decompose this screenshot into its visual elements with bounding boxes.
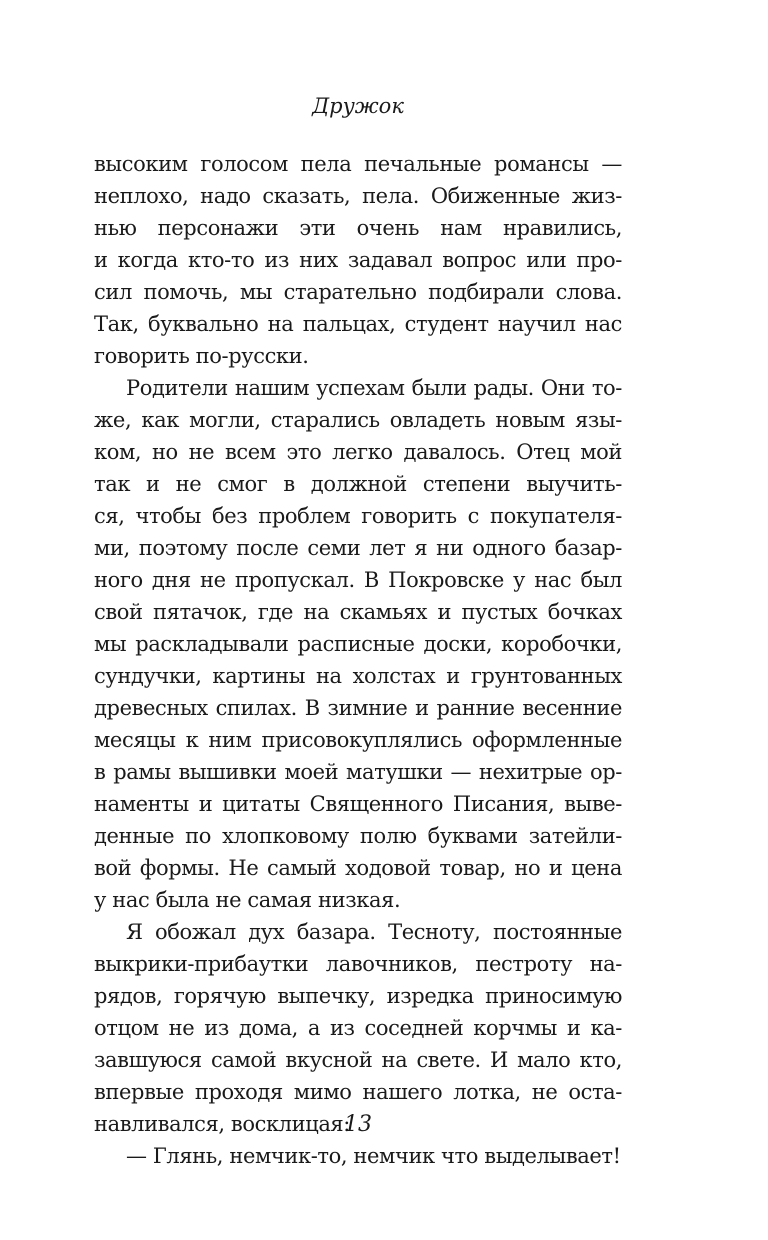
- paragraph: [94, 1140, 622, 1172]
- text-line: высоким голосом пела печальные романсы —: [94, 152, 622, 176]
- text-line: у нас была не самая низкая.: [94, 888, 401, 912]
- text-line: древесных спилах. В зимние и ранние весенние: [94, 696, 622, 720]
- text-line: месяцы к ним присовокуплялись оформленные: [94, 728, 622, 752]
- text-line: Я обожал дух базара. Тесноту, постоянные: [126, 920, 622, 944]
- text-line: свой пятачок, где на скамьях и пустых бочках: [94, 600, 622, 624]
- text-line: — Глянь, немчик-то, немчик что выделывает!: [126, 1144, 621, 1168]
- page-number: 13: [344, 1112, 372, 1137]
- text-line: навливался, восклицая:: [94, 1112, 350, 1136]
- text-line: нью персонажи эти очень нам нравились,: [94, 216, 622, 240]
- paragraph: [94, 148, 622, 372]
- text-line: ком, но не всем это легко давалось. Отец мой: [94, 440, 622, 464]
- text-line: денные по хлопковому полю буквами затейли-: [94, 824, 622, 848]
- text-line: отцом не из дома, а из соседней корчмы и ка-: [94, 1016, 622, 1040]
- text-line: так и не смог в должной степени выучить-: [94, 472, 622, 496]
- text-line: Так, буквально на пальцах, студент научил нас: [94, 312, 622, 336]
- text-line: завшуюся самой вкусной на свете. И мало кто,: [94, 1048, 622, 1072]
- body-text: [94, 148, 622, 1172]
- text-line: неплохо, надо сказать, пела. Обиженные жиз-: [94, 184, 622, 208]
- text-line: ми, поэтому после семи лет я ни одного базар-: [94, 536, 622, 560]
- text-line: ного дня не пропускал. В Покровске у нас был: [94, 568, 622, 592]
- text-line: выкрики-прибаутки лавочников, пестроту на-: [94, 952, 622, 976]
- text-line: говорить по-русски.: [94, 344, 309, 368]
- text-line: же, как могли, старались овладеть новым язы-: [94, 408, 622, 432]
- paragraph: [94, 372, 622, 916]
- text-line: ся, чтобы без проблем говорить с покупателя-: [94, 504, 622, 528]
- text-line: наменты и цитаты Священного Писания, выве-: [94, 792, 622, 816]
- text-line: мы раскладывали расписные доски, коробочки,: [94, 632, 622, 656]
- text-line: рядов, горячую выпечку, изредка приносимую: [94, 984, 622, 1008]
- text-line: сундучки, картины на холстах и грунтованных: [94, 664, 622, 688]
- text-line: Родители нашим успехам были рады. Они то-: [126, 376, 622, 400]
- running-head: Дружок: [312, 94, 404, 118]
- text-line: впервые проходя мимо нашего лотка, не оста-: [94, 1080, 622, 1104]
- text-line: и когда кто-то из них задавал вопрос или про-: [94, 248, 622, 272]
- text-line: вой формы. Не самый ходовой товар, но и цена: [94, 856, 622, 880]
- paragraph: [94, 916, 622, 1140]
- text-line: в рамы вышивки моей матушки — нехитрые ор-: [94, 760, 622, 784]
- text-line: сил помочь, мы старательно подбирали слова.: [94, 280, 622, 304]
